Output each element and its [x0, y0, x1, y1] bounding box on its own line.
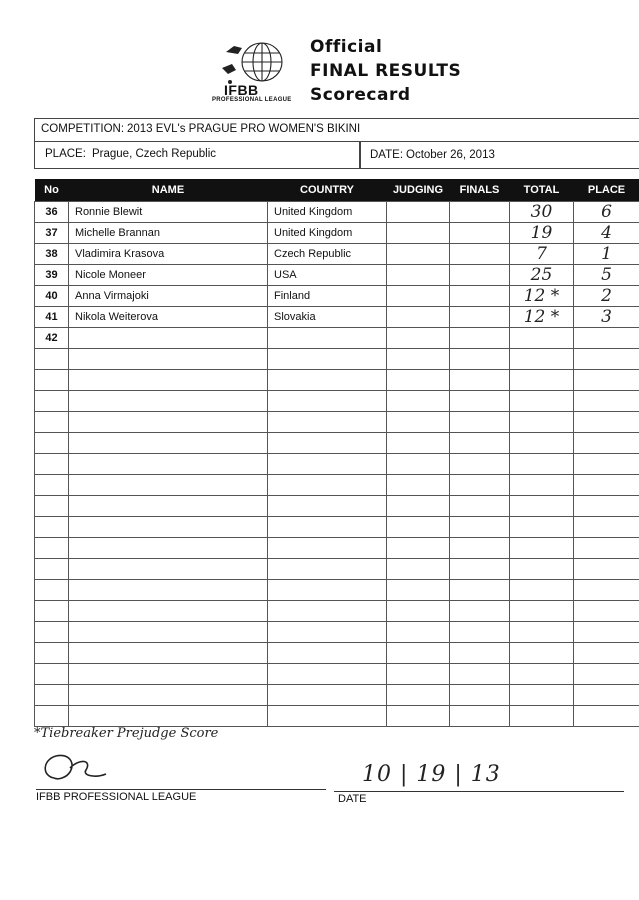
cell-finals	[450, 286, 510, 307]
col-header-total: TOTAL	[510, 179, 574, 202]
date-footer-label: DATE	[338, 793, 367, 805]
cell-place	[574, 328, 639, 349]
cell-finals	[450, 517, 510, 538]
results-table	[34, 179, 639, 727]
col-header-finals: FINALS	[450, 179, 510, 202]
cell-place	[574, 517, 639, 538]
cell-no	[35, 643, 69, 664]
cell-name	[69, 370, 268, 391]
cell-name	[69, 559, 268, 580]
cell-place	[574, 622, 639, 643]
cell-finals	[450, 349, 510, 370]
cell-judging	[387, 559, 450, 580]
league-label: IFBB PROFESSIONAL LEAGUE	[36, 791, 197, 803]
date-value: October 26, 2013	[406, 149, 495, 161]
cell-judging	[387, 328, 450, 349]
col-header-judging: JUDGING	[387, 179, 450, 202]
cell-finals	[450, 454, 510, 475]
cell-no: 42	[35, 328, 69, 349]
cell-total	[510, 328, 574, 349]
cell-no	[35, 664, 69, 685]
cell-name	[69, 328, 268, 349]
cell-judging	[387, 664, 450, 685]
cell-total	[510, 370, 574, 391]
cell-place	[574, 433, 639, 454]
cell-place	[574, 349, 639, 370]
cell-name	[69, 412, 268, 433]
cell-no	[35, 538, 69, 559]
title-official: Official	[310, 37, 383, 57]
competition-value: 2013 EVL's PRAGUE PRO WOMEN'S BIKINI	[127, 123, 361, 135]
cell-no	[35, 370, 69, 391]
cell-judging	[387, 601, 450, 622]
handwritten-signature	[40, 748, 140, 788]
cell-total	[510, 538, 574, 559]
table-row-empty	[35, 580, 639, 601]
cell-total	[510, 433, 574, 454]
cell-total	[510, 496, 574, 517]
cell-total: 12 *	[510, 286, 574, 307]
competition-box	[34, 118, 639, 142]
cell-total	[510, 643, 574, 664]
cell-place: 5	[574, 265, 639, 286]
cell-judging	[387, 643, 450, 664]
cell-place	[574, 643, 639, 664]
cell-no	[35, 601, 69, 622]
cell-country	[268, 622, 387, 643]
cell-country	[268, 475, 387, 496]
cell-country	[268, 538, 387, 559]
cell-country	[268, 412, 387, 433]
cell-name	[69, 538, 268, 559]
logo-subtitle: PROFESSIONAL LEAGUE	[212, 97, 292, 103]
cell-no	[35, 475, 69, 496]
cell-country	[268, 580, 387, 601]
cell-country: USA	[268, 265, 387, 286]
cell-country	[268, 664, 387, 685]
cell-finals	[450, 664, 510, 685]
cell-finals	[450, 370, 510, 391]
place-box	[34, 141, 361, 169]
cell-country	[268, 517, 387, 538]
table-row-empty	[35, 643, 639, 664]
cell-country	[268, 643, 387, 664]
table-row	[35, 202, 639, 223]
cell-finals	[450, 496, 510, 517]
cell-no	[35, 412, 69, 433]
cell-judging	[387, 370, 450, 391]
cell-total	[510, 664, 574, 685]
cell-name: Michelle Brannan	[69, 223, 268, 244]
cell-judging	[387, 223, 450, 244]
table-row-empty	[35, 559, 639, 580]
cell-name	[69, 433, 268, 454]
cell-finals	[450, 706, 510, 727]
cell-name	[69, 706, 268, 727]
cell-finals	[450, 538, 510, 559]
cell-judging	[387, 433, 450, 454]
cell-judging	[387, 517, 450, 538]
cell-total: 30	[510, 202, 574, 223]
cell-judging	[387, 475, 450, 496]
cell-judging	[387, 244, 450, 265]
cell-judging	[387, 496, 450, 517]
cell-finals	[450, 559, 510, 580]
date-line	[334, 791, 624, 792]
table-row-empty	[35, 391, 639, 412]
cell-finals	[450, 622, 510, 643]
cell-finals	[450, 265, 510, 286]
cell-country	[268, 433, 387, 454]
cell-country: Czech Republic	[268, 244, 387, 265]
cell-total	[510, 559, 574, 580]
table-row-empty	[35, 706, 639, 727]
cell-country: United Kingdom	[268, 202, 387, 223]
cell-judging	[387, 202, 450, 223]
cell-judging	[387, 265, 450, 286]
cell-finals	[450, 307, 510, 328]
cell-no	[35, 496, 69, 517]
cell-country	[268, 685, 387, 706]
cell-total	[510, 412, 574, 433]
cell-no	[35, 349, 69, 370]
cell-name	[69, 517, 268, 538]
col-header-country: COUNTRY	[268, 179, 387, 202]
cell-judging	[387, 538, 450, 559]
cell-country: United Kingdom	[268, 223, 387, 244]
cell-total	[510, 517, 574, 538]
cell-no: 38	[35, 244, 69, 265]
cell-finals	[450, 202, 510, 223]
cell-judging	[387, 454, 450, 475]
cell-no	[35, 433, 69, 454]
cell-total: 25	[510, 265, 574, 286]
cell-country	[268, 601, 387, 622]
cell-total	[510, 349, 574, 370]
cell-no	[35, 580, 69, 601]
col-header-no: No	[35, 179, 69, 202]
table-row-empty	[35, 370, 639, 391]
title-scorecard: Scorecard	[310, 85, 411, 105]
date-box	[359, 141, 639, 169]
cell-country	[268, 391, 387, 412]
cell-name: Vladimira Krasova	[69, 244, 268, 265]
cell-name	[69, 685, 268, 706]
cell-place: 1	[574, 244, 639, 265]
cell-judging	[387, 391, 450, 412]
table-row-empty	[35, 475, 639, 496]
table-row-empty	[35, 601, 639, 622]
cell-total	[510, 685, 574, 706]
cell-name	[69, 580, 268, 601]
cell-finals	[450, 244, 510, 265]
cell-place	[574, 370, 639, 391]
handwritten-date: 10 | 19 | 13	[362, 762, 501, 787]
logo-text: IFBB	[224, 82, 259, 98]
cell-place	[574, 412, 639, 433]
cell-no: 36	[35, 202, 69, 223]
cell-place	[574, 685, 639, 706]
cell-name	[69, 496, 268, 517]
table-row-empty	[35, 517, 639, 538]
cell-total	[510, 601, 574, 622]
cell-no: 41	[35, 307, 69, 328]
cell-no	[35, 391, 69, 412]
cell-no	[35, 517, 69, 538]
cell-name	[69, 601, 268, 622]
table-row	[35, 223, 639, 244]
table-row-empty	[35, 496, 639, 517]
cell-name	[69, 349, 268, 370]
place-value: Prague, Czech Republic	[92, 148, 217, 160]
cell-total	[510, 391, 574, 412]
cell-name: Nicole Moneer	[69, 265, 268, 286]
table-row-empty	[35, 538, 639, 559]
signature-line	[36, 789, 326, 790]
cell-country	[268, 454, 387, 475]
table-header-row	[35, 179, 639, 202]
table-row-empty	[35, 412, 639, 433]
table-row	[35, 244, 639, 265]
table-row-empty	[35, 349, 639, 370]
cell-no	[35, 706, 69, 727]
cell-country	[268, 328, 387, 349]
cell-total: 19	[510, 223, 574, 244]
cell-total: 12 *	[510, 307, 574, 328]
cell-finals	[450, 391, 510, 412]
cell-name: Ronnie Blewit	[69, 202, 268, 223]
cell-judging	[387, 622, 450, 643]
cell-no	[35, 559, 69, 580]
results-table-body	[35, 202, 639, 727]
table-row	[35, 307, 639, 328]
cell-place	[574, 559, 639, 580]
tiebreaker-note: *Tiebreaker Prejudge Score	[34, 726, 219, 741]
cell-country	[268, 496, 387, 517]
table-row	[35, 328, 639, 349]
cell-name: Nikola Weiterova	[69, 307, 268, 328]
cell-no	[35, 454, 69, 475]
cell-finals	[450, 475, 510, 496]
table-row-empty	[35, 622, 639, 643]
competition-label: COMPETITION:	[41, 123, 125, 135]
cell-judging	[387, 706, 450, 727]
col-header-name: NAME	[69, 179, 268, 202]
cell-name	[69, 643, 268, 664]
cell-place: 2	[574, 286, 639, 307]
col-header-place: PLACE	[574, 179, 639, 202]
cell-place	[574, 601, 639, 622]
cell-country	[268, 370, 387, 391]
cell-no: 39	[35, 265, 69, 286]
cell-name	[69, 622, 268, 643]
cell-place	[574, 706, 639, 727]
table-row-empty	[35, 454, 639, 475]
cell-place	[574, 475, 639, 496]
cell-finals	[450, 601, 510, 622]
cell-judging	[387, 685, 450, 706]
table-row-empty	[35, 664, 639, 685]
table-row-empty	[35, 685, 639, 706]
cell-no: 37	[35, 223, 69, 244]
cell-judging	[387, 307, 450, 328]
title-final-results: FINAL RESULTS	[310, 61, 462, 81]
cell-total: 7	[510, 244, 574, 265]
cell-name: Anna Virmajoki	[69, 286, 268, 307]
cell-judging	[387, 412, 450, 433]
cell-finals	[450, 643, 510, 664]
cell-judging	[387, 349, 450, 370]
cell-country: Finland	[268, 286, 387, 307]
cell-finals	[450, 433, 510, 454]
cell-place: 3	[574, 307, 639, 328]
cell-place	[574, 391, 639, 412]
cell-country	[268, 559, 387, 580]
cell-total	[510, 622, 574, 643]
cell-total	[510, 580, 574, 601]
cell-name	[69, 391, 268, 412]
cell-country	[268, 349, 387, 370]
table-row	[35, 286, 639, 307]
cell-no	[35, 685, 69, 706]
cell-no: 40	[35, 286, 69, 307]
cell-total	[510, 454, 574, 475]
cell-place: 4	[574, 223, 639, 244]
cell-finals	[450, 412, 510, 433]
cell-place	[574, 496, 639, 517]
cell-place	[574, 664, 639, 685]
cell-country: Slovakia	[268, 307, 387, 328]
cell-place	[574, 454, 639, 475]
place-label: PLACE:	[45, 148, 86, 160]
cell-place	[574, 538, 639, 559]
cell-total	[510, 475, 574, 496]
cell-finals	[450, 328, 510, 349]
cell-name	[69, 475, 268, 496]
cell-place: 6	[574, 202, 639, 223]
cell-finals	[450, 580, 510, 601]
cell-name	[69, 454, 268, 475]
cell-country	[268, 706, 387, 727]
table-row	[35, 265, 639, 286]
cell-judging	[387, 580, 450, 601]
results-table-wrap	[34, 179, 639, 729]
cell-place	[574, 580, 639, 601]
date-label: DATE:	[370, 149, 404, 161]
cell-name	[69, 664, 268, 685]
table-row-empty	[35, 433, 639, 454]
cell-finals	[450, 223, 510, 244]
cell-total	[510, 706, 574, 727]
cell-no	[35, 622, 69, 643]
cell-judging	[387, 286, 450, 307]
cell-finals	[450, 685, 510, 706]
